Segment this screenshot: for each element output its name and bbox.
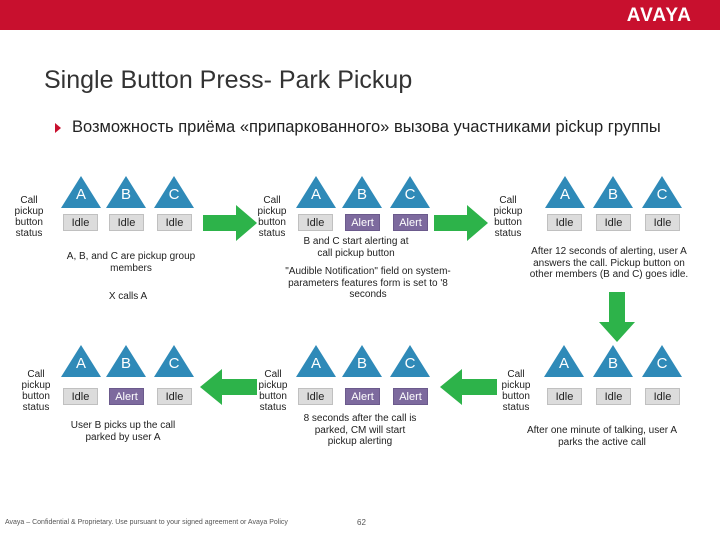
status-idle: Idle (596, 388, 631, 405)
header-bar (0, 0, 720, 30)
status-idle: Idle (645, 214, 680, 231)
status-idle: Idle (157, 388, 192, 405)
caption-park-alert: 8 seconds after the call is parked, CM will start pickup alerting (303, 413, 417, 447)
caption-members: A, B, and C are pickup group members (66, 251, 196, 274)
slide-subtitle: Возможность приёма «припаркованного» вызова участниками pickup группы (72, 118, 661, 136)
status-idle: Idle (547, 388, 582, 405)
caption-x-calls: X calls A (108, 291, 148, 302)
left-arrow-icon (440, 369, 498, 405)
status-idle: Idle (298, 388, 333, 405)
slide-title: Single Button Press- Park Pickup (44, 66, 413, 94)
right-arrow-icon (203, 205, 258, 241)
status-label: Call pickup button status (14, 195, 44, 239)
right-arrow-icon (434, 205, 489, 241)
left-arrow-icon (200, 369, 258, 405)
status-idle: Idle (109, 214, 144, 231)
caption-parks: After one minute of talking, user A parks the active call (526, 425, 678, 448)
avaya-logo: AVAYA (626, 5, 692, 26)
status-alert: Alert (345, 214, 380, 231)
status-label: Call pickup button status (257, 195, 287, 239)
caption-answers: After 12 seconds of alerting, user A answers the call. Pickup button on other members (B and C) goes idle. (529, 246, 689, 280)
caption-bc-alerting: B and C start alerting at call pickup button (303, 236, 409, 259)
status-alert: Alert (345, 388, 380, 405)
page-number: 62 (357, 518, 366, 527)
status-label: Call pickup button status (493, 195, 523, 239)
status-idle: Idle (63, 214, 98, 231)
status-alert: Alert (109, 388, 144, 405)
status-idle: Idle (645, 388, 680, 405)
footer-legal: Avaya – Confidential & Proprietary. Use pursuant to your signed agreement or Avaya Policy (5, 519, 288, 526)
status-label: Call pickup button status (21, 369, 51, 413)
bullet-arrow-icon (55, 123, 61, 133)
status-idle: Idle (157, 214, 192, 231)
caption-picks-up: User B picks up the call parked by user A (70, 420, 176, 443)
status-idle: Idle (298, 214, 333, 231)
down-arrow-icon (599, 292, 635, 342)
status-alert: Alert (393, 388, 428, 405)
status-idle: Idle (63, 388, 98, 405)
status-idle: Idle (547, 214, 582, 231)
status-label: Call pickup button status (501, 369, 531, 413)
status-label: Call pickup button status (258, 369, 288, 413)
status-alert: Alert (393, 214, 428, 231)
status-idle: Idle (596, 214, 631, 231)
caption-audible: "Audible Notification" field on system-parameters features form is set to '8 seconds (285, 266, 451, 300)
